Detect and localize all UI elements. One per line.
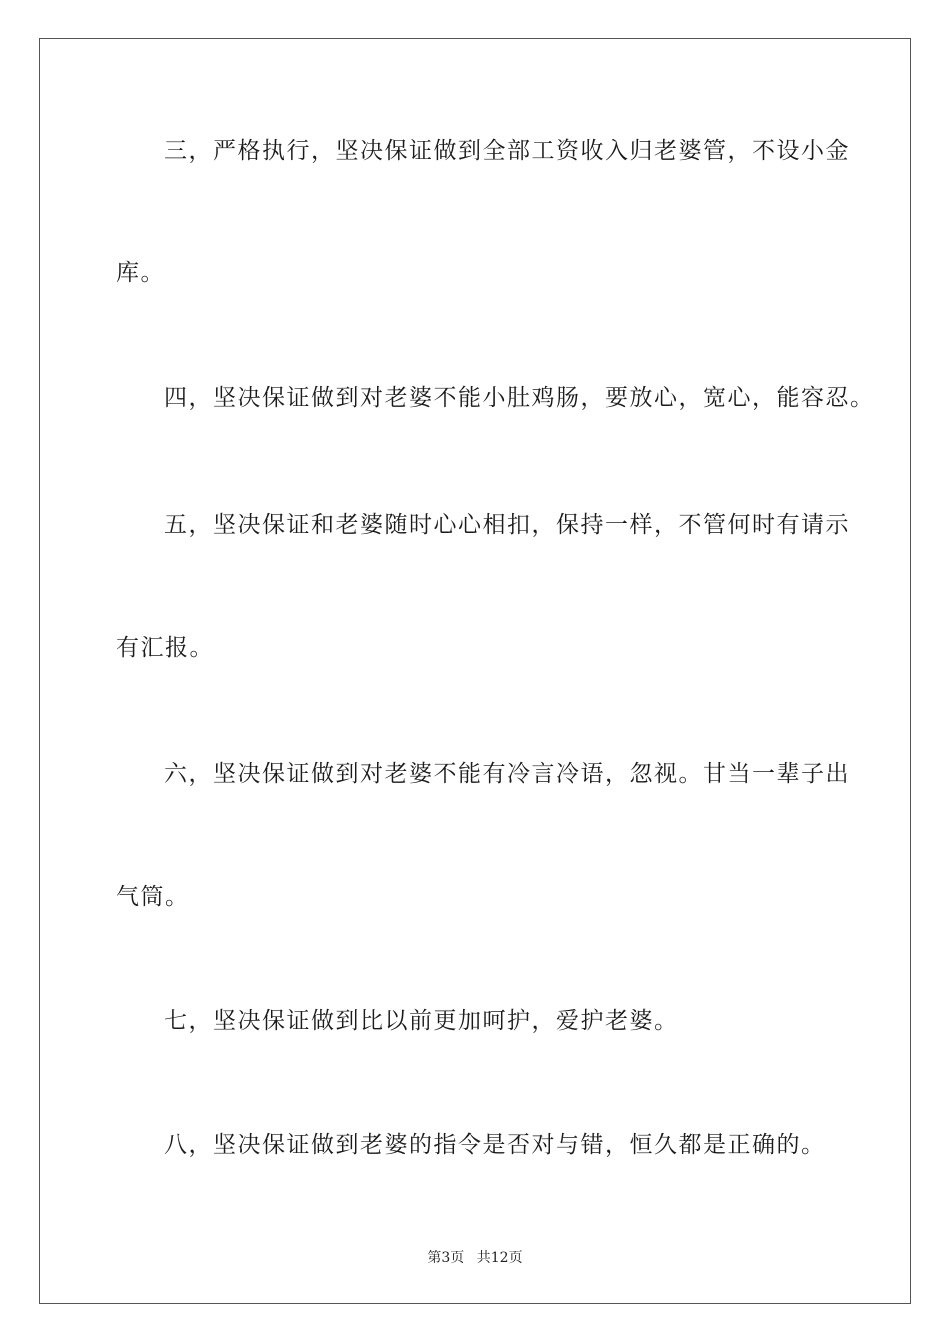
paragraph-5-line-1: 五，坚决保证和老婆随时心心相扣，保持一样，不管何时有请示 [164, 512, 850, 538]
paragraph-5-line-2: 有汇报。 [116, 635, 214, 661]
page-number: 第3页 [427, 1250, 465, 1266]
total-pages: 共12页 [476, 1250, 523, 1266]
paragraph-3-line-2: 库。 [116, 260, 165, 286]
paragraph-4-line-1: 四，坚决保证做到对老婆不能小肚鸡肠，要放心，宽心，能容忍。 [164, 385, 875, 411]
paragraph-8-line-1: 八，坚决保证做到老婆的指令是否对与错，恒久都是正确的。 [164, 1132, 826, 1158]
paragraph-7-line-1: 七，坚决保证做到比以前更加呵护，爱护老婆。 [164, 1008, 679, 1034]
paragraph-3-line-1: 三，严格执行，坚决保证做到全部工资收入归老婆管，不设小金 [164, 138, 850, 164]
paragraph-6-line-1: 六，坚决保证做到对老婆不能有冷言冷语，忽视。甘当一辈子出 [164, 761, 850, 787]
page-border [39, 38, 911, 1304]
paragraph-6-line-2: 气筒。 [116, 884, 190, 910]
page-footer [0, 1247, 950, 1267]
